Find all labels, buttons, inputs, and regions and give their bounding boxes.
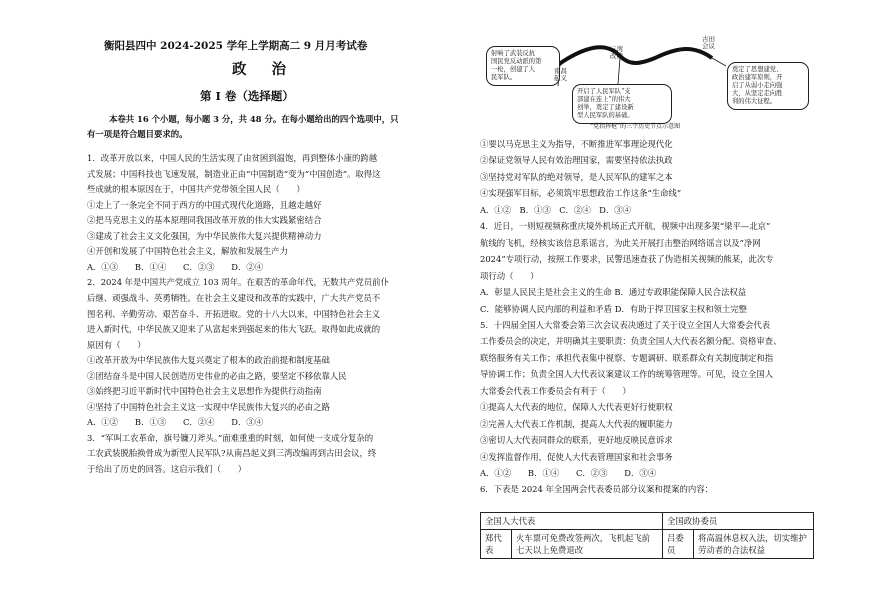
node-gutian: 古田 会议 [702, 35, 715, 50]
text-line: A．彰显人民民主是社会主义的生命 B．通过专政职能保障人民合法权益 [480, 287, 747, 298]
text-line: 些成就的根本原因在于，中国共产党带领全国人民（ ） [87, 184, 305, 195]
table-header-npc: 全国人大代表 [481, 513, 663, 530]
text-line: ②保证党领导人民有效治理国家，需要坚持依法执政 [480, 155, 673, 166]
section-title: 第 I 卷（选择题） [200, 89, 294, 103]
text-line: ④发挥监督作用，促使人大代表管理国家和社会事务 [480, 451, 673, 462]
text-line: 5．十四届全国人大常委会第三次会议表决通过了关于设立全国人大常委会代表 [480, 319, 771, 330]
instruction-line: 本卷共 16 个小题，每小题 3 分，共 48 分。在每小题给出的四个选项中，只 [109, 114, 399, 124]
party-commands-gun-diagram [480, 35, 815, 133]
text-line: ①走上了一条完全不同于西方的中国式现代化道路，且越走越好 [87, 199, 322, 210]
text-line: 后继、顽强战斗、英勇牺牲。在社会主义建设和改革的实践中，广大共产党员不 [87, 292, 381, 303]
table-cell: 将高温休息权入法，切实维护劳动者的合法权益 [694, 530, 814, 559]
table-row-label: 吕委员 [663, 530, 694, 559]
diagram-caption: “党指挥枪”的三个历史节点示意图 [590, 123, 681, 130]
text-line: ③始终把习近平新时代中国特色社会主义思想作为提供行动指南 [87, 386, 322, 397]
text-line: 于给出了历史的回答。这启示我们（ ） [87, 464, 247, 474]
text-line: ②把马克思主义的基本原理同我国改革开放的伟大实践紧密结合 [87, 215, 322, 226]
text-line: 2．2024 年是中国共产党成立 103 周年。在艰苦的革命年代，无数共产党员前仆 [87, 277, 389, 288]
text-line: ④开创和发展了中国特色社会主义，解放和发展生产力 [87, 246, 288, 257]
exam-title: 衡阳县四中 2024-2025 学年上学期高二 9 月月考试卷 [104, 40, 368, 52]
text-line: ④实现强军目标，必须筑牢思想政治工作这条“生命线” [480, 188, 682, 199]
text-line: ①提高人大代表的地位，保障人大代表更好行使职权 [480, 402, 673, 413]
text-line: 1．改革开放以来，中国人民的生活实现了由贫困到温饱，再到整体小康的跨越 [87, 153, 378, 163]
text-line: 图名利、辛勤劳动、艰苦奋斗、开拓进取。党的十八大以来，中国特色社会主义 [87, 308, 381, 319]
table-row-label: 郑代表 [481, 530, 512, 559]
sanwan-reorganization-box: 开启了人民军队“支 部建在连上”的伟大 创举，奠定了建设新 型人民军队的基础。 [572, 84, 672, 124]
node-sanwan: 三湾 改编 [610, 45, 623, 60]
text-line: A．①② B．①③ C．②④ D．③④ [480, 204, 631, 215]
text-line: 原因有（ ） [87, 339, 146, 350]
text-line: 进入新时代，中华民族又迎来了从富起来到强起来的伟大飞跃。取得如此成就的 [87, 324, 381, 335]
text-line: 6．下表是 2024 年全国两会代表委员部分议案和提案的内容： [480, 484, 713, 495]
text-line: ③密切人大代表同群众的联系，更好地反映民意诉求 [480, 435, 673, 446]
text-line: ④坚持了中国特色社会主义这一实现中华民族伟大复兴的必由之路 [87, 401, 330, 412]
text-line: ①改革开放为中华民族伟大复兴奠定了根本的政治前提和制度基础 [87, 355, 330, 366]
text-line: ②团结奋斗是中国人民创造历史伟业的必由之路，要坚定不移依靠人民 [87, 370, 347, 381]
table-header-cppcc: 全国政协委员 [663, 513, 814, 530]
text-line: A．①② B．①③ C．②④ D．③④ [87, 417, 264, 428]
text-line: A．①③ B．①④ C．②③ D．②④ [87, 261, 264, 272]
text-line: 4．近日，一则短视频称重庆境外机场正式开航，视频中出现多架“梁平—北京” [480, 221, 771, 232]
text-line: 3．“军叫工农革命，旗号镰刀斧头。”面难重重的时刻，如何使一支成分复杂的 [87, 432, 374, 443]
table-cell: 火车票可免费改签两次，飞机起飞前七天以上免费退改 [512, 530, 663, 559]
text-line: ②完善人大代表工作机制，提高人大代表的履职能力 [480, 418, 673, 429]
text-line: 导协调工作；负责全国人大代表议案建议工作的统筹管理等。可见，设立全国人 [480, 369, 774, 380]
text-line: 联络服务有关工作；承担代表集中视察、专题调研、联系群众有关制度制定和指 [480, 352, 774, 363]
text-line: 大常委会代表工作委员会有利于（ ） [480, 385, 631, 396]
text-line: 项行动（ ） [480, 270, 539, 281]
proposal-table [480, 512, 814, 559]
text-line: ①要以马克思主义为指导，不断推进军事理论现代化 [480, 139, 673, 149]
text-line: 航线的飞机，经核实该信息系谣言，为此关开展打击整治网络谣言以及”净网 [480, 237, 761, 248]
text-line: 2024”专项行动，按照工作要求，民警迅速查获了伪造相关视频的熊某，此次专 [480, 254, 774, 265]
nanchang-uprising-box: 射响了武装反抗 国民党反动派的第 一枪，创建了人 民军队。 [486, 46, 560, 86]
text-line: 工农武装脱胎换骨成为新型人民军队?从南昌起义到三湾改编再到古田会议，终 [87, 448, 377, 459]
node-nanchang: 南昌 起义 [554, 67, 567, 82]
subject-title: 政 治 [232, 61, 297, 78]
text-line: ③坚持党对军队的绝对领导，是人民军队的建军之本 [480, 171, 673, 182]
text-line: ③建成了社会主义文化强国，为中华民族伟大复兴提供精神动力 [87, 230, 322, 241]
text-line: A．①② B．①④ C．②③ D．③④ [480, 468, 657, 478]
text-line: 式发展；中国科技也飞速发展，制造业正由“中国制造”变为“中国创造”。取得这 [87, 168, 381, 179]
text-line: C．能够协调人民内部的利益和矛盾 D．有助于捍卫国家主权和领土完整 [480, 303, 748, 314]
instruction-line: 有一项是符合题目要求的。 [87, 129, 188, 139]
gutian-conference-box: 奠定了思想建党、 政治建军原则，开 启了从弱小走向强 大，从坚定走向胜 利的伟大征程。 [727, 62, 809, 110]
text-line: 工作委员会的决定，并明确其主要职责：负责全国人大代表名额分配、资格审查、 [480, 336, 782, 347]
